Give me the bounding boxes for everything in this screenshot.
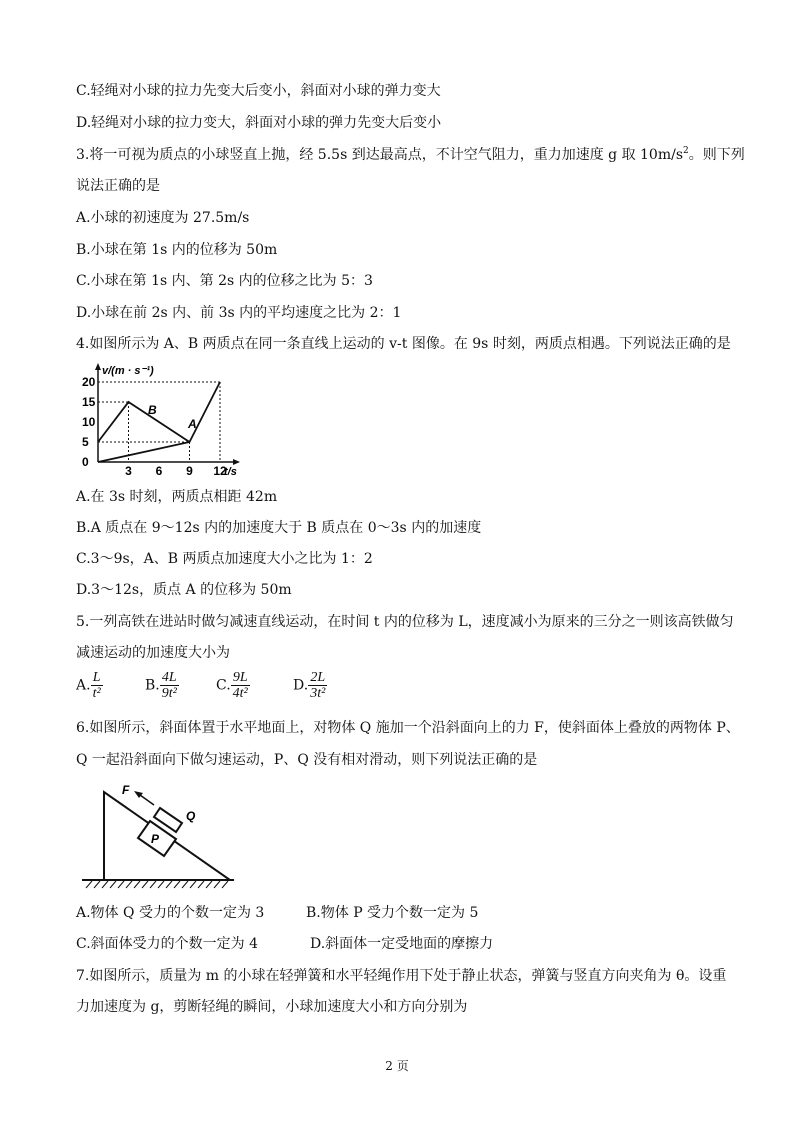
x-tick-label-3: 3 [125, 464, 132, 478]
q4-stem: 4.如图所示为 A、B 两质点在同一条直线上运动的 v-t 图像。在 9s 时刻，两质点相遇。下列说法正确的是 [76, 336, 731, 352]
y-tick-label-10: 10 [82, 415, 96, 429]
q5-option-b: B. $\frac{4L}{\text{9t²}}$ [145, 670, 177, 701]
y-tick-label-15: 15 [82, 395, 96, 409]
q4-option-a: A.在 3s 时刻，两质点相距 42m [76, 489, 278, 505]
label-q: Q [186, 809, 196, 823]
q6-option-a: A.物体 Q 受力的个数一定为 3 [76, 905, 265, 921]
q4-option-c: C.3～9s，A、B 两质点加速度大小之比为 1：2 [76, 551, 373, 567]
q6-stem-line2: Q 一起沿斜面向下做匀速运动，P、Q 没有相对滑动，则下列说法正确的是 [76, 752, 538, 768]
y-tick-label-20: 20 [82, 375, 96, 389]
q3-option-a: A.小球的初速度为 27.5m/s [76, 210, 250, 226]
q7-stem-line2: 力加速度为 g，剪断轻绳的瞬间，小球加速度大小和方向分别为 [76, 999, 468, 1015]
q5-stem-line1: 5.一列高铁在进站时做匀减速直线运动，在时间 t 内的位移为 L，速度减小为原来的三分之一则该高铁做匀 [76, 614, 734, 630]
q7-stem-line1: 7.如图所示，质量为 m 的小球在轻弹簧和水平轻绳作用下处于静止状态，弹簧与竖直方向夹角为 θ。设重 [76, 968, 727, 984]
q5-option-a: A. $\frac{L}{\text{t²}}$ [76, 670, 101, 701]
x-tick-label-12: 12 [213, 464, 227, 478]
ground-hatching [86, 881, 228, 888]
q5-option-d: D. $\frac{2L}{\text{3t²}}$ [293, 670, 326, 701]
force-arrow [140, 795, 154, 805]
q6-stem-line1: 6.如图所示，斜面体置于水平地面上，对物体 Q 施加一个沿斜面向上的力 F，使斜面体上叠放的两物体 P、 [76, 720, 740, 736]
q6-incline-figure [78, 778, 238, 890]
q3-stem-line2: 说法正确的是 [76, 178, 160, 194]
q6-option-b: B.物体 P 受力个数一定为 5 [306, 905, 479, 921]
q4-vt-graph [78, 362, 250, 480]
series-label-a: A [188, 417, 197, 431]
q2-option-c: C.轻绳对小球的拉力先变大后变小，斜面对小球的弹力变大 [76, 83, 441, 99]
y-axis-label: v/(m · s⁻¹) [102, 365, 154, 377]
x-tick-label-9: 9 [186, 464, 193, 478]
label-f: F [122, 783, 130, 797]
series-b-line [98, 402, 190, 442]
series-label-b: B [148, 403, 157, 417]
page-number: 2 页 [385, 1059, 409, 1073]
x-tick-label-6: 6 [155, 464, 163, 478]
q3-stem-line1: 3.将一可视为质点的小球竖直上抛，经 5.5s 到达最高点，不计空气阻力，重力加速度 g 取 $10m/s^2$。则下列 [76, 146, 745, 163]
y-tick-label-5: 5 [82, 435, 89, 449]
q2-option-d: D.轻绳对小球的拉力变大，斜面对小球的弹力先变大后变小 [76, 115, 442, 131]
q3-option-b: B.小球在第 1s 内的位移为 50m [76, 242, 278, 258]
q5-stem-line2: 减速运动的加速度大小为 [76, 645, 230, 661]
q5-option-c: C. $\frac{9L}{\text{4t²}}$ [216, 670, 248, 701]
q6-option-d: D.斜面体一定受地面的摩擦力 [310, 936, 494, 952]
y-axis-arrow [95, 363, 101, 370]
q3-option-c: C.小球在第 1s 内、第 2s 内的位移之比为 5：3 [76, 273, 373, 289]
q3-option-d: D.小球在前 2s 内、前 3s 内的平均速度之比为 2：1 [76, 305, 402, 321]
x-axis-arrow [233, 459, 240, 465]
q4-option-b: B.A 质点在 9～12s 内的加速度大于 B 质点在 0～3s 内的加速度 [76, 520, 482, 536]
y-tick-label-0: 0 [82, 455, 89, 469]
x-axis-label: t/s [224, 466, 237, 478]
label-p: P [151, 832, 160, 846]
q6-option-c: C.斜面体受力的个数一定为 4 [76, 936, 259, 952]
q4-option-d: D.3～12s，质点 A 的位移为 50m [76, 582, 292, 598]
